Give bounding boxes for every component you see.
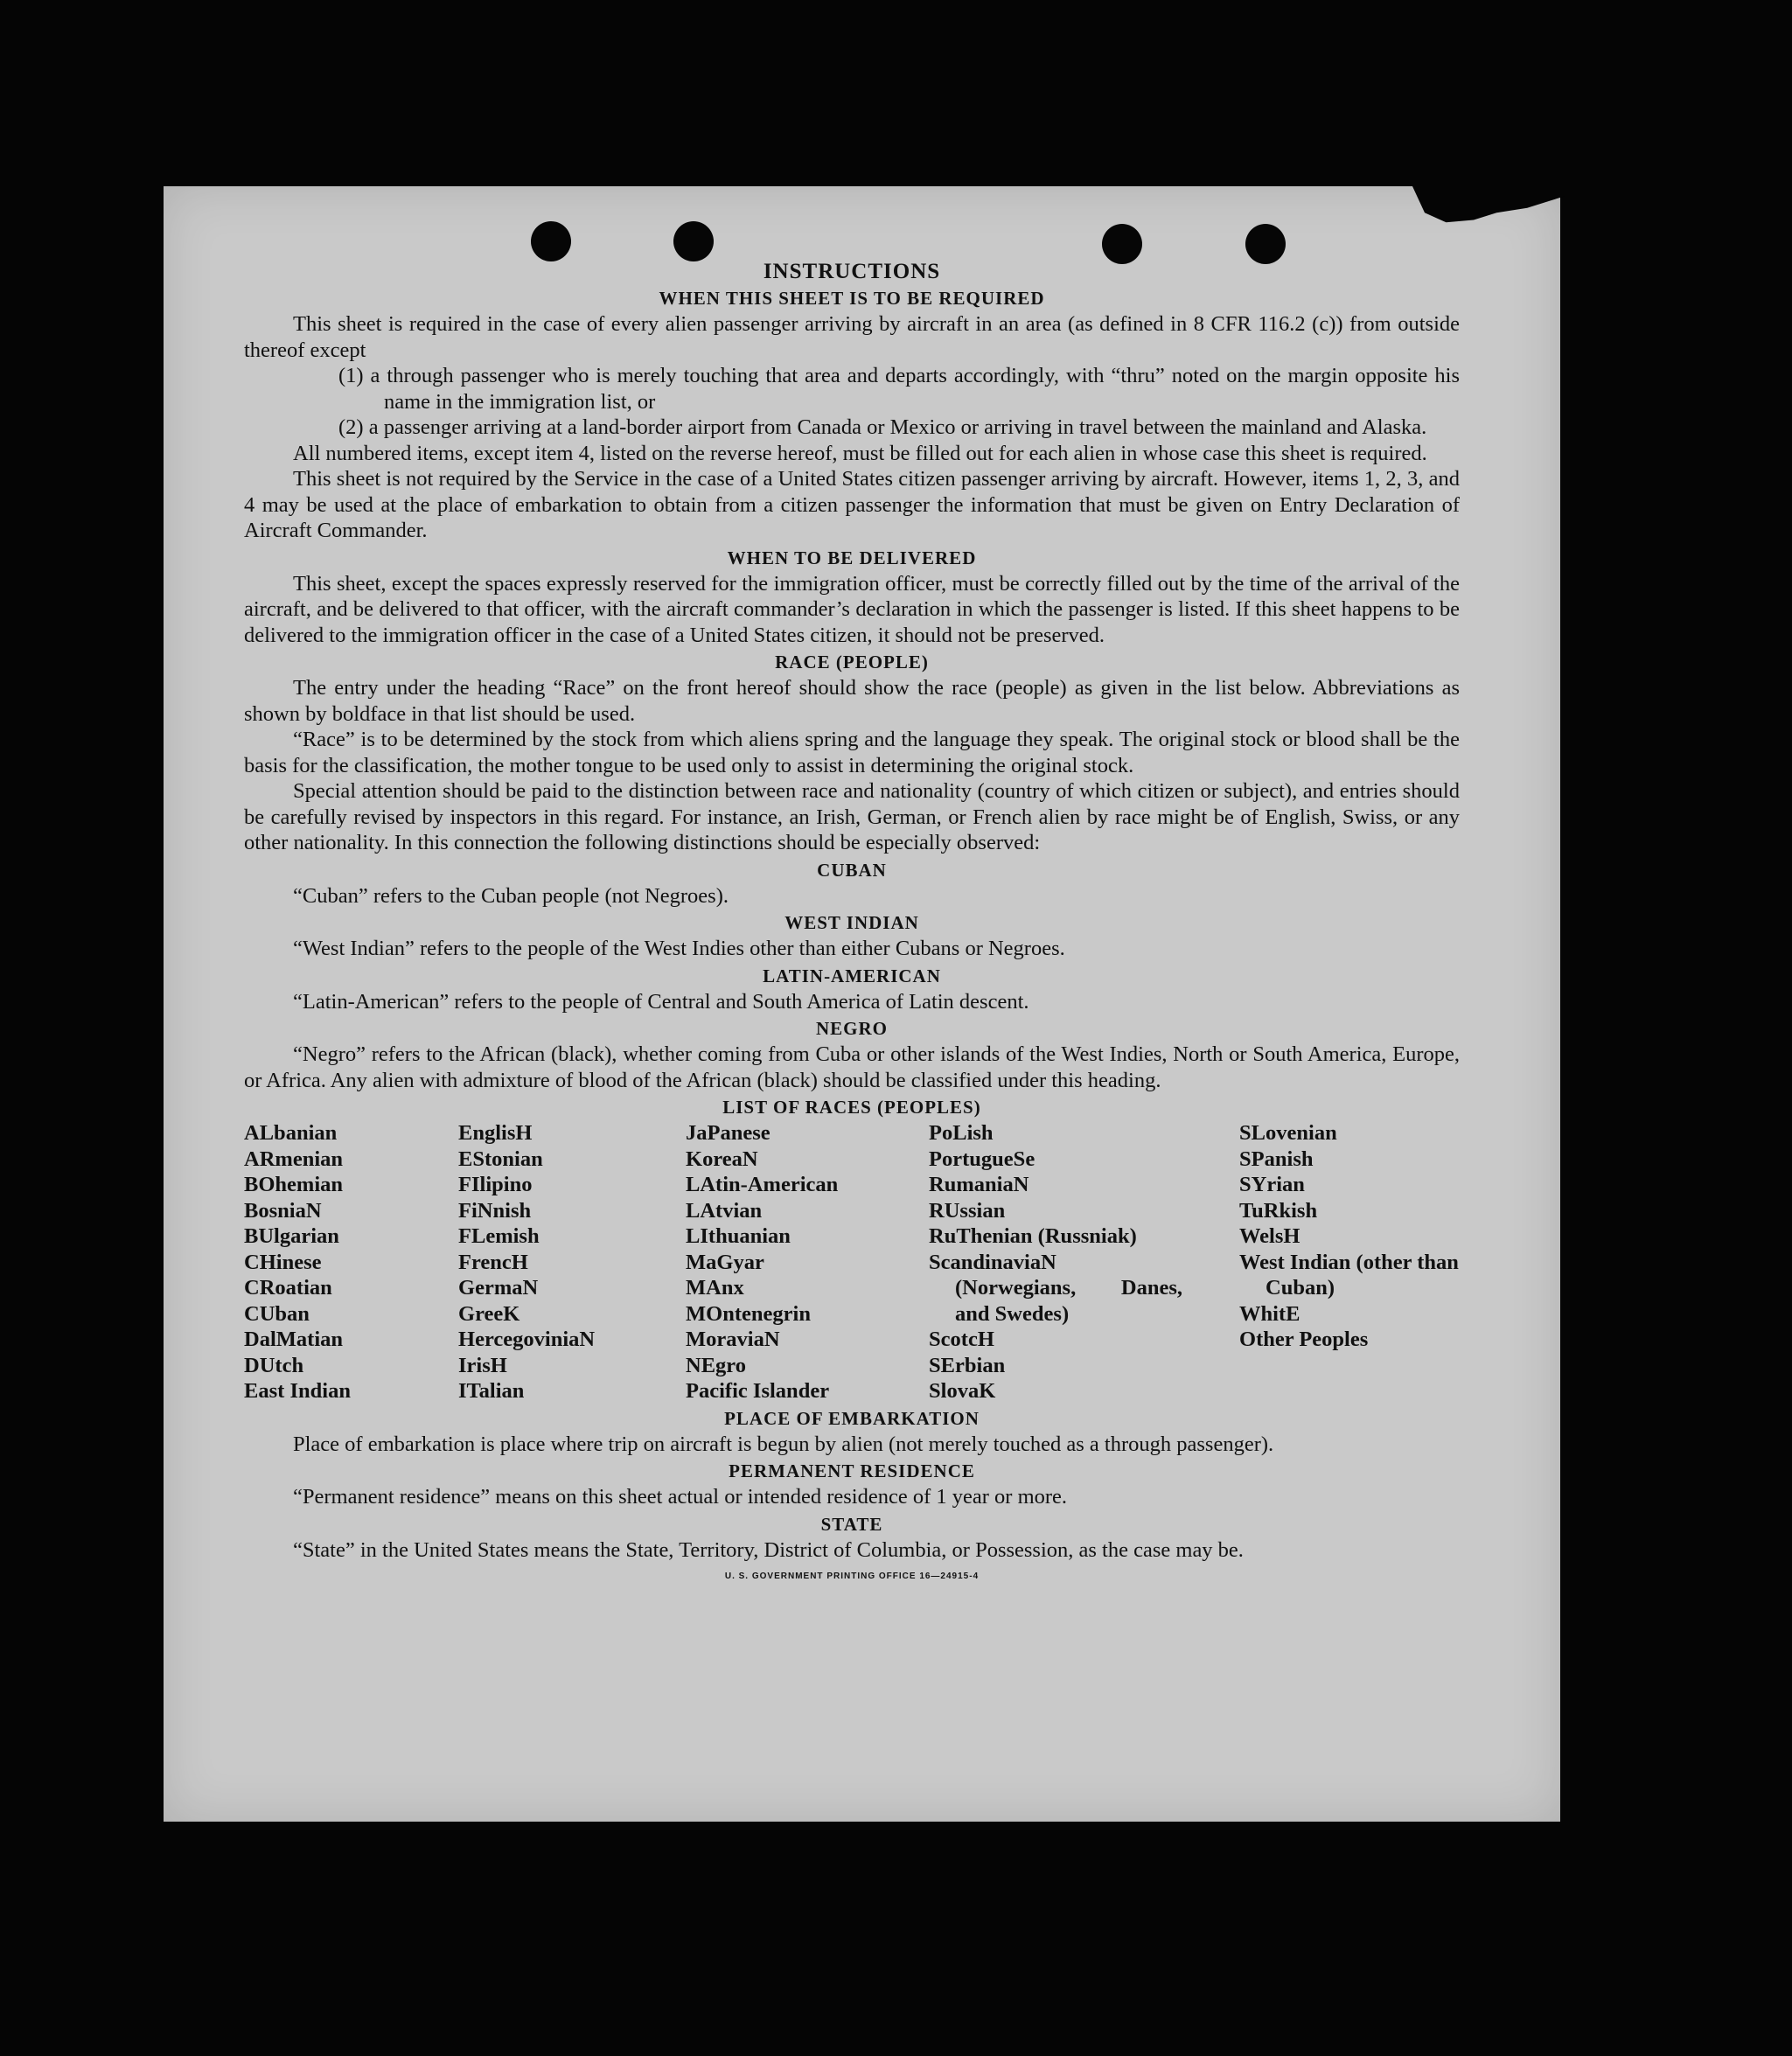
when-required-intro: This sheet is required in the case of every alien passenger arriving by aircraft in an area (as defined in 8 CFR 116.2 (c)) from outside thereof except xyxy=(244,312,1460,362)
race-list-item: Other Peoples xyxy=(1239,1328,1369,1351)
race-list-item: SErbian xyxy=(929,1353,1006,1377)
race-list-item: LIthuanian xyxy=(686,1224,791,1248)
race-list-item: MaGyar xyxy=(686,1250,764,1274)
race-list-item: RUssian xyxy=(929,1198,1006,1223)
race-list-item: HercegoviniaN xyxy=(458,1328,596,1351)
race-column xyxy=(929,1120,1182,1404)
race-list-item: EnglisH xyxy=(458,1121,533,1145)
document-sheet xyxy=(164,186,1560,1822)
race-list-item: ALbanian xyxy=(244,1121,338,1145)
latin-american-text: “Latin-American” refers to the people of Central and South America of Latin descent. xyxy=(293,989,1029,1014)
race-list-item: SLovenian xyxy=(1239,1121,1337,1145)
race-list-item: KoreaN xyxy=(686,1146,758,1171)
race-list-item: GreeK xyxy=(458,1301,520,1326)
race-list-item: SYrian xyxy=(1239,1173,1305,1196)
race-list-item: ScotcH xyxy=(929,1328,994,1351)
race-list-item: Pacific Islander xyxy=(686,1379,830,1403)
race-list-item: ScandinaviaN (Norwegians, Danes, and Swedes) xyxy=(929,1250,1182,1326)
race-list-item: PoLish xyxy=(929,1121,994,1145)
race-list-item: MoraviaN xyxy=(686,1328,780,1351)
race-list xyxy=(244,1120,1460,1404)
race-list-item: LAtvian xyxy=(686,1198,763,1223)
cuban-text: “Cuban” refers to the Cuban people (not Negroes). xyxy=(293,883,729,908)
exception-item-1: (1) a through passenger who is merely touching that area and departs accordingly, with “thru” noted on the margin opposite his name in the immigration list, or xyxy=(338,364,1460,414)
race-list-item: WelsH xyxy=(1239,1224,1300,1248)
race-list-item: FiNnish xyxy=(458,1198,532,1223)
race-list-item: DalMatian xyxy=(244,1328,344,1351)
race-paragraph-2: “Race” is to be determined by the stock from which aliens spring and the language they speak. The original stock or blood shall be the basis for the classification, the mother tongue to be used only to assist in determining the original stock. xyxy=(244,728,1460,777)
permanent-residence-text: “Permanent residence” means on this sheet actual or intended residence of 1 year or more. xyxy=(293,1485,1068,1509)
race-paragraph-3: Special attention should be paid to the distinction between race and nationality (country of which citizen or subject), and entries should be carefully revised by inspectors in this regard. For instance, an Irish, German, or French alien by race might be of English, Swiss, or any other nationality. In this connection the following distinctions should be especially observed: xyxy=(244,779,1460,854)
race-column xyxy=(458,1120,686,1404)
race-list-item: NEgro xyxy=(686,1353,746,1377)
race-list-item: GermaN xyxy=(458,1276,539,1300)
race-list-item: SlovaK xyxy=(929,1379,996,1403)
instructions-title: INSTRUCTIONS xyxy=(763,260,941,283)
document-content xyxy=(244,256,1460,1581)
race-list-item: LAtin-American xyxy=(686,1173,839,1196)
negro-heading: NEGRO xyxy=(815,1018,888,1039)
state-heading: STATE xyxy=(820,1513,883,1535)
race-list-item: WhitE xyxy=(1239,1301,1300,1326)
race-list-item: RuThenian (Russniak) xyxy=(929,1224,1137,1248)
embarkation-heading: PLACE OF EMBARKATION xyxy=(724,1407,980,1429)
race-list-item: FIlipino xyxy=(458,1173,533,1196)
race-list-item: FrencH xyxy=(458,1250,528,1274)
race-list-item: CUban xyxy=(244,1301,310,1326)
permanent-residence-heading: PERMANENT RESIDENCE xyxy=(729,1460,975,1481)
west-indian-heading: WEST INDIAN xyxy=(784,912,919,933)
embarkation-text: Place of embarkation is place where trip on aircraft is begun by alien (not merely touched as a through passenger). xyxy=(293,1432,1274,1456)
race-list-item: BosniaN xyxy=(244,1198,322,1223)
race-column xyxy=(686,1120,929,1404)
race-list-item: RumaniaN xyxy=(929,1173,1029,1196)
race-list-item: BOhemian xyxy=(244,1173,344,1196)
when-delivered-heading: WHEN TO BE DELIVERED xyxy=(727,547,977,568)
when-required-heading: WHEN THIS SHEET IS TO BE REQUIRED xyxy=(659,288,1045,309)
race-list-item: BUlgarian xyxy=(244,1224,339,1248)
latin-american-heading: LATIN-AMERICAN xyxy=(763,965,941,986)
printing-office-footer: U. S. GOVERNMENT PRINTING OFFICE 16—24915-4 xyxy=(724,1572,980,1581)
race-list-item: MAnx xyxy=(686,1276,744,1300)
exception-item-2: (2) a passenger arriving at a land-border airport from Canada or Mexico or arriving in travel between the mainland and Alaska. xyxy=(338,415,1427,439)
list-of-races-heading: LIST OF RACES (PEOPLES) xyxy=(722,1097,981,1118)
citizen-paragraph: This sheet is not required by the Service in the case of a United States citizen passenger arriving by aircraft. However, items 1, 2, 3, and 4 may be used at the place of embarkation to obtain from a citizen passenger the information that must be given on Entry Declaration of Aircraft Commander. xyxy=(244,467,1460,542)
race-column xyxy=(1239,1120,1460,1404)
race-list-item: PortugueSe xyxy=(929,1146,1035,1171)
west-indian-text: “West Indian” refers to the people of the West Indies other than either Cubans or Negroes. xyxy=(293,937,1065,960)
race-list-item: TuRkish xyxy=(1239,1198,1318,1223)
race-list-item: ITalian xyxy=(458,1379,525,1403)
race-list-item: IrisH xyxy=(458,1353,507,1377)
race-list-item: SPanish xyxy=(1239,1146,1314,1171)
state-text: “State” in the United States means the State, Territory, District of Columbia, or Possession, as the case may be. xyxy=(293,1537,1244,1562)
race-list-item: East Indian xyxy=(244,1379,351,1403)
race-list-item: FLemish xyxy=(458,1224,540,1248)
race-list-item: DUtch xyxy=(244,1353,304,1377)
when-delivered-text: This sheet, except the spaces expressly reserved for the immigration officer, must be correctly filled out by the time of the arrival of the aircraft, and be delivered to that officer, with the aircraft commander’s declaration in which the passenger is listed. If this sheet happens to be delivered to the immigration officer in the case of a United States citizen, it should not be preserved. xyxy=(244,571,1460,647)
negro-text: “Negro” refers to the African (black), whether coming from Cuba or other islands of the West Indies, North or South America, Europe, or Africa. Any alien with admixture of blood of the African (black) should be classified under this heading. xyxy=(244,1042,1460,1092)
race-list-item: MOntenegrin xyxy=(686,1301,811,1326)
race-list-item: ARmenian xyxy=(244,1146,344,1171)
race-list-item: West Indian (other than Cuban) xyxy=(1239,1250,1459,1300)
race-paragraph-1: The entry under the heading “Race” on the front hereof should show the race (people) as given in the list below. Abbreviations as shown by boldface in that list should be used. xyxy=(244,676,1460,726)
race-list-item: CRoatian xyxy=(244,1276,332,1300)
cuban-heading: CUBAN xyxy=(817,859,887,881)
race-list-item: JaPanese xyxy=(686,1121,770,1145)
race-list-item: EStonian xyxy=(458,1146,543,1171)
race-list-item: CHinese xyxy=(244,1250,322,1274)
race-column xyxy=(244,1120,458,1404)
numbered-items-paragraph: All numbered items, except item 4, listed on the reverse hereof, must be filled out for each alien in whose case this sheet is required. xyxy=(293,441,1427,465)
race-heading: RACE (PEOPLE) xyxy=(775,652,929,673)
